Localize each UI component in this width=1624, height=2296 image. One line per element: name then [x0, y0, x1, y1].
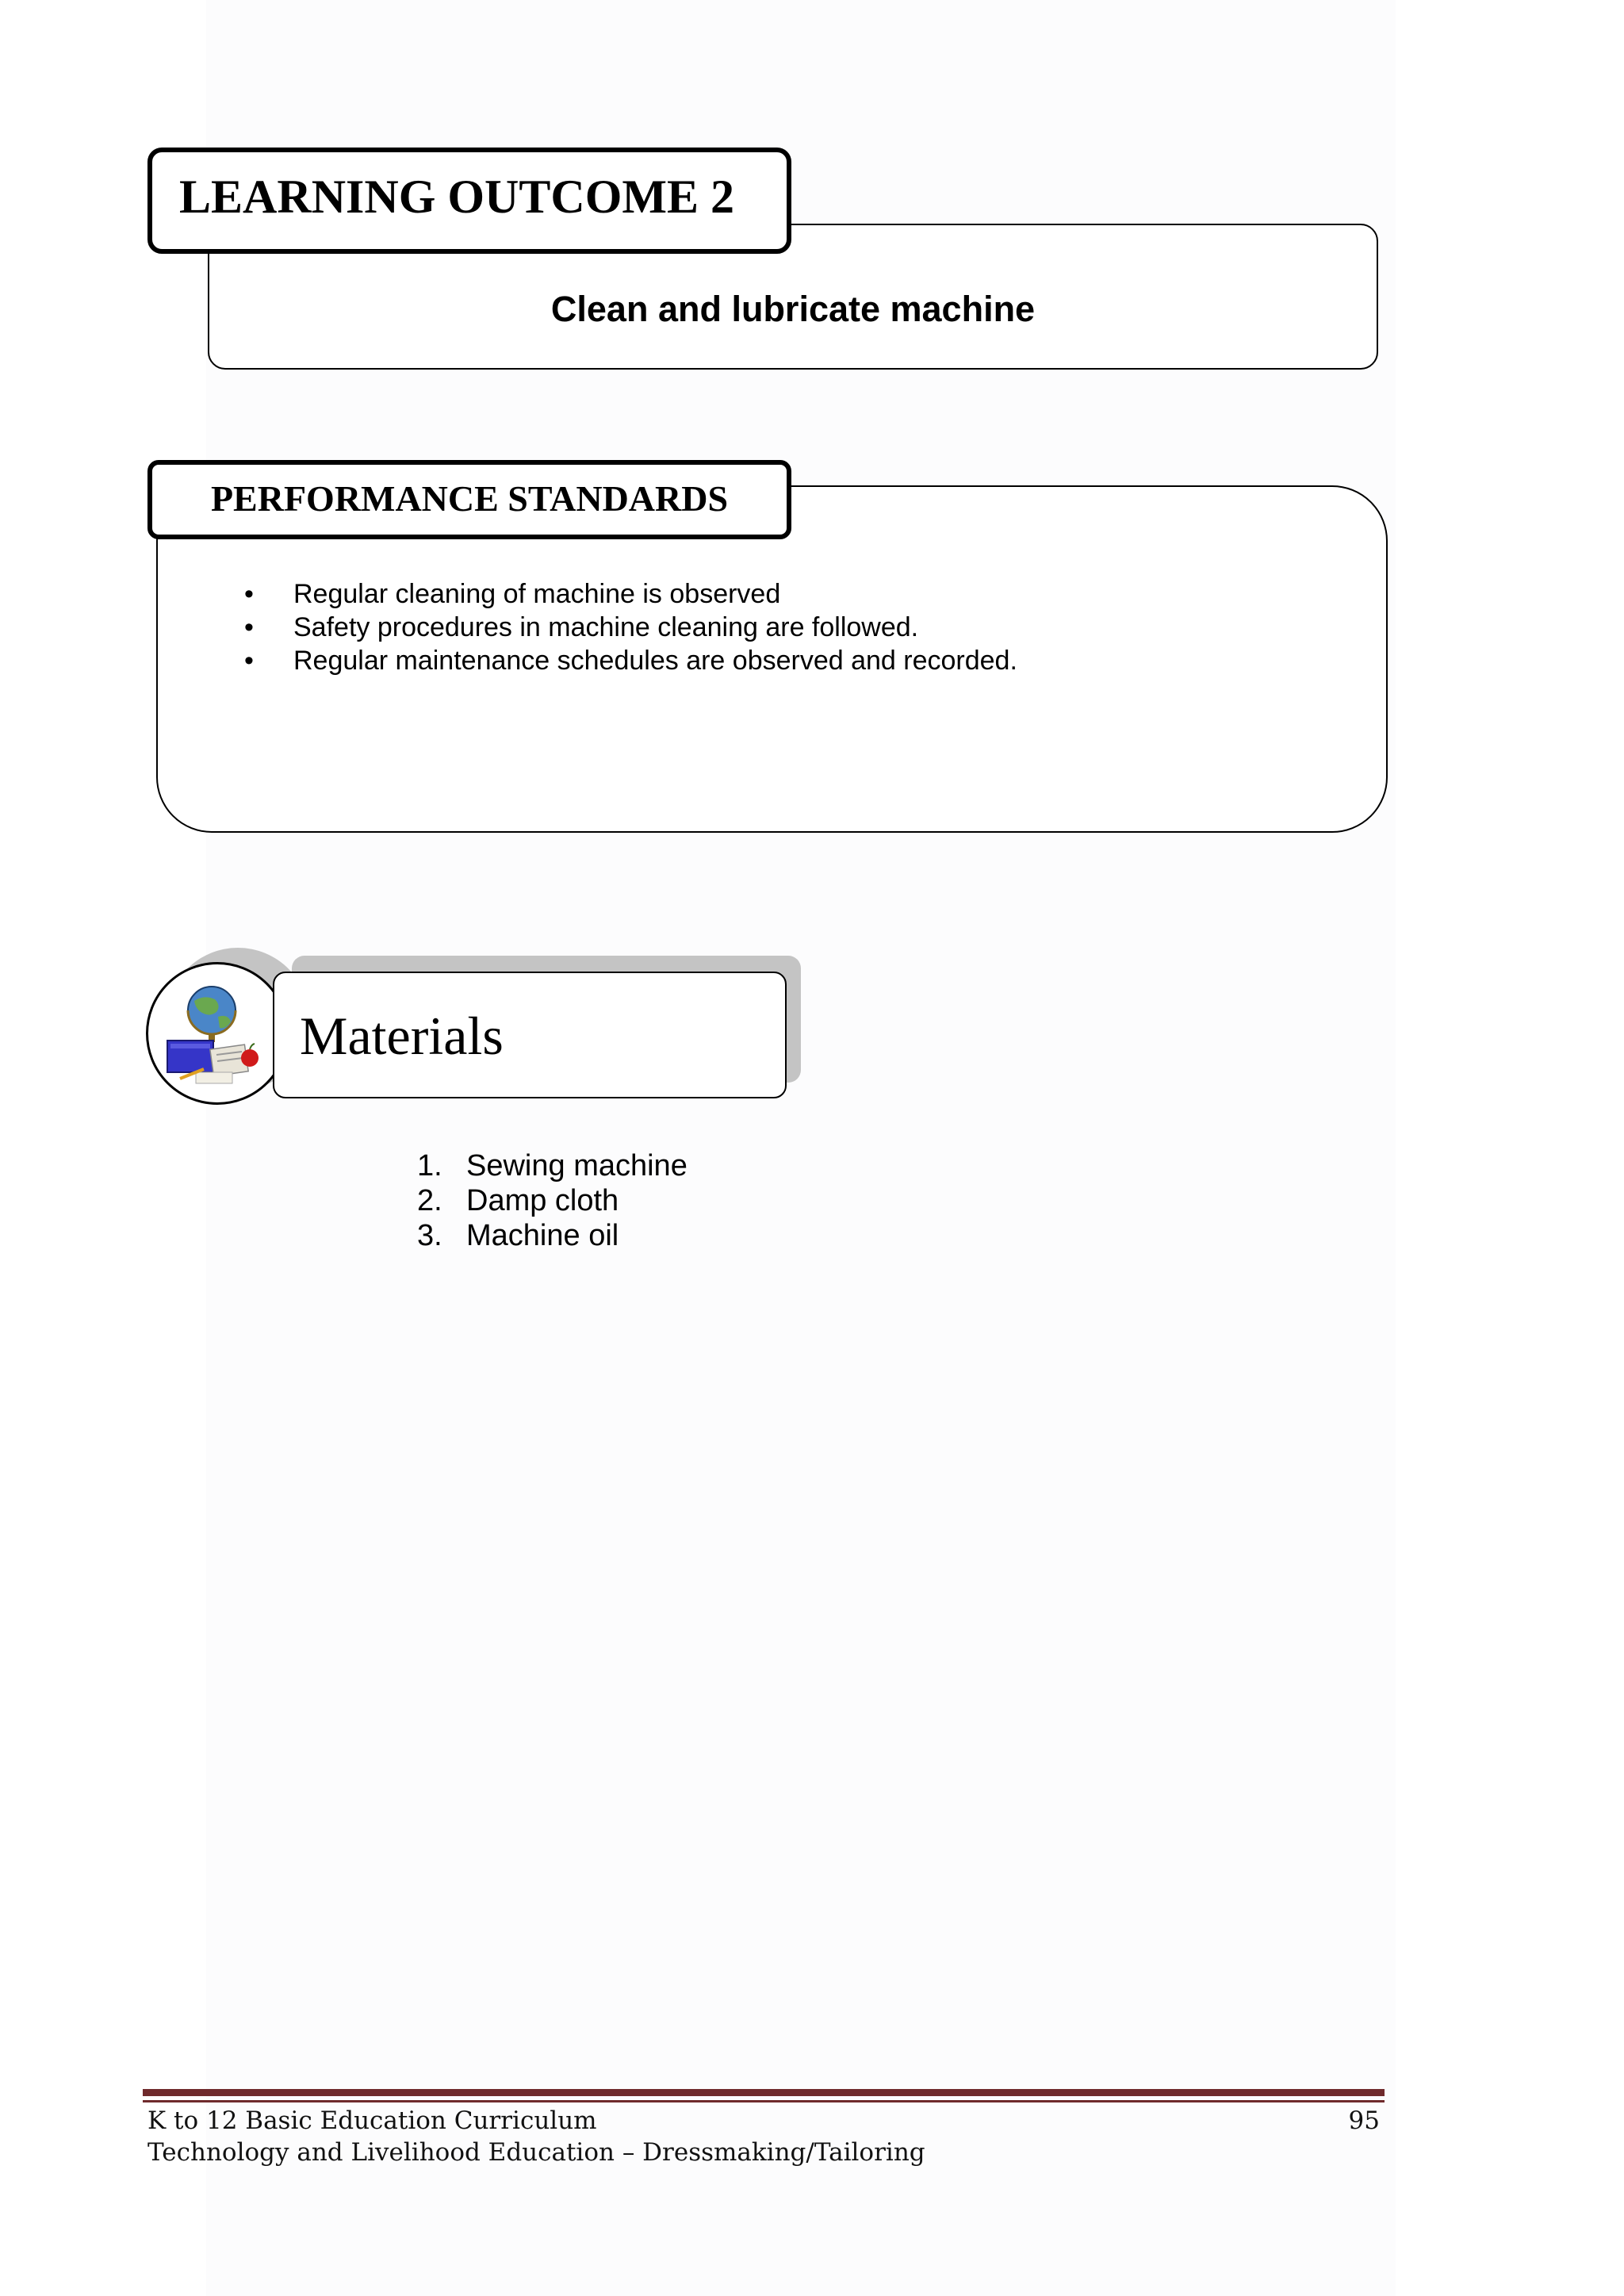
- footer-subject: Technology and Livelihood Education – Dressmaking/Tailoring: [147, 2138, 925, 2167]
- materials-icon-frame: [146, 962, 289, 1105]
- material-name: Machine oil: [466, 1219, 619, 1252]
- list-item: [412, 1218, 688, 1253]
- list-item-number: 3.: [417, 1219, 442, 1252]
- footer-rule: [143, 2089, 1385, 2096]
- performance-standards-label: PERFORMANCE STANDARDS: [210, 478, 729, 519]
- standard-text: Safety procedures in machine cleaning are followed.: [293, 612, 919, 642]
- standard-text: Regular cleaning of machine is observed: [293, 579, 781, 609]
- list-item: [238, 611, 1017, 644]
- material-name: Damp cloth: [466, 1184, 619, 1217]
- footer-curriculum: K to 12 Basic Education Curriculum: [147, 2106, 597, 2135]
- standard-text: Regular maintenance schedules are observed and recorded.: [293, 646, 1017, 676]
- learning-outcome-label: LEARNING OUTCOME 2: [179, 171, 735, 223]
- list-item: [238, 577, 1017, 611]
- list-item-number: 1.: [417, 1149, 442, 1182]
- materials-title: Materials: [300, 1006, 504, 1066]
- performance-standards-list: [238, 577, 1017, 677]
- bullet-icon: •: [244, 646, 254, 676]
- list-item-number: 2.: [417, 1184, 442, 1217]
- bullet-icon: •: [244, 612, 254, 642]
- materials-header-box: [273, 972, 787, 1098]
- list-item: [412, 1148, 688, 1183]
- bullet-icon: •: [244, 579, 254, 609]
- performance-standards-tab: [147, 460, 791, 539]
- learning-outcome-title: Clean and lubricate machine: [550, 289, 1036, 329]
- page-number: 95: [1348, 2106, 1380, 2135]
- list-item: [412, 1183, 688, 1218]
- list-item: [238, 644, 1017, 677]
- footer-rule-thin: [143, 2100, 1385, 2102]
- learning-outcome-tab: [147, 148, 791, 254]
- globe-books-clipart-icon: [148, 964, 286, 1102]
- material-name: Sewing machine: [466, 1149, 688, 1182]
- materials-list: [412, 1148, 688, 1253]
